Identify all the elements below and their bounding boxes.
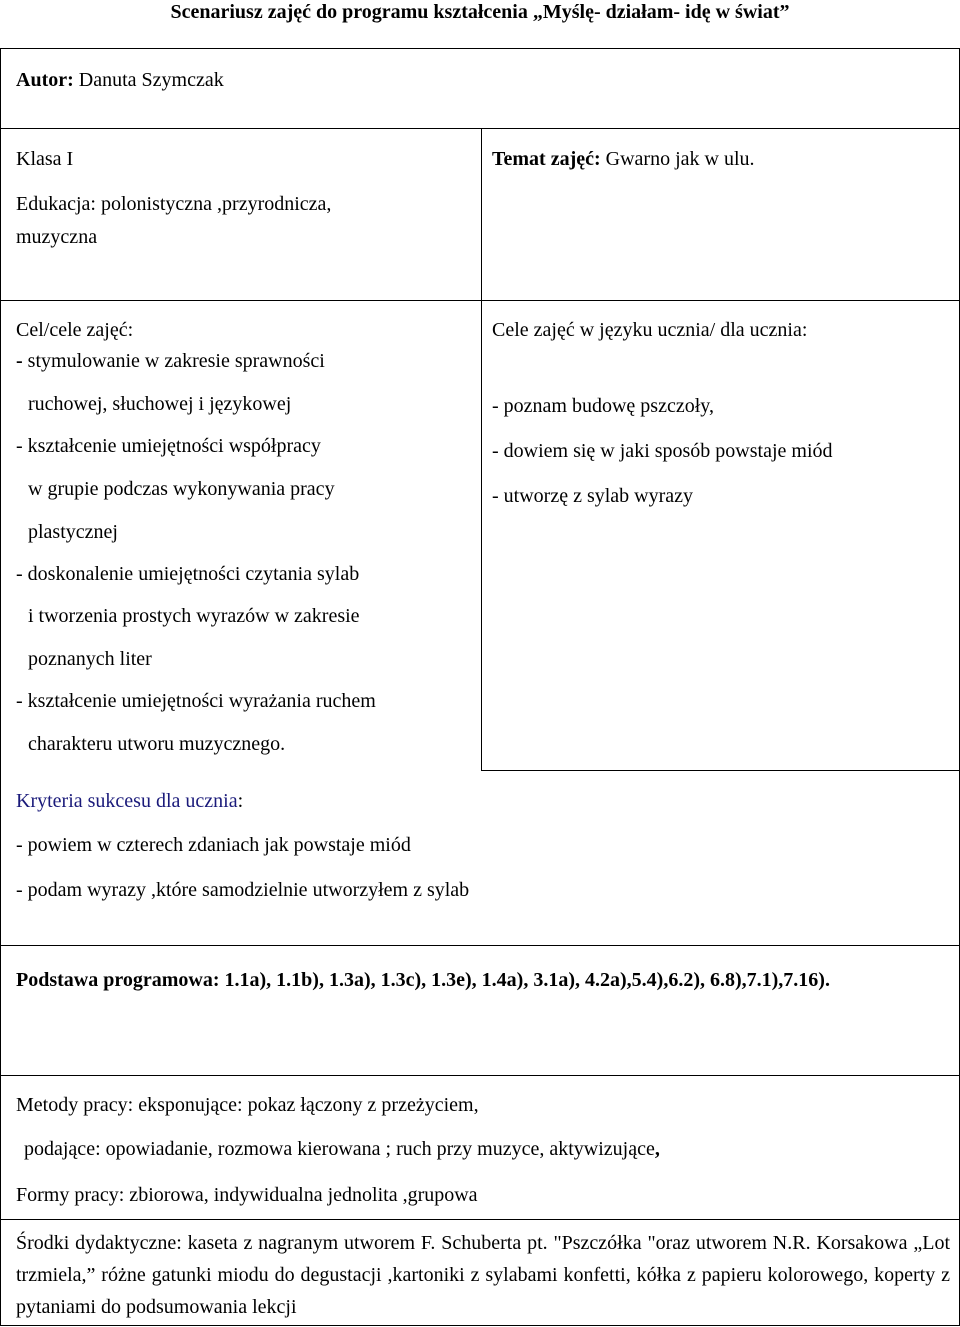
methods-line-2 bbox=[24, 1137, 660, 1161]
table-border bbox=[0, 48, 1, 1326]
topic-label: Temat zajęć: bbox=[492, 148, 601, 170]
education-line-2: muzyczna bbox=[16, 226, 98, 248]
student-goals-heading: Cele zajęć w języku ucznia/ dla ucznia: bbox=[492, 319, 808, 341]
criteria-heading: Kryteria sukcesu dla ucznia bbox=[16, 790, 238, 812]
goal-line: plastycznej bbox=[28, 521, 118, 543]
table-border bbox=[0, 1325, 960, 1326]
methods-line-2-end: , bbox=[654, 1138, 660, 1160]
methods-line-1: Metody pracy: eksponujące: pokaz łączony z przeżyciem, bbox=[16, 1094, 479, 1116]
author-label: Autor: bbox=[16, 69, 74, 91]
class-label: Klasa I bbox=[16, 148, 74, 170]
criteria-item: - powiem w czterech zdaniach jak powstaje miód bbox=[16, 834, 411, 856]
topic-line bbox=[492, 147, 755, 171]
table-border bbox=[0, 1075, 960, 1076]
table-border bbox=[481, 770, 960, 771]
education-line-1: Edukacja: polonistyczna ,przyrodnicza, bbox=[16, 193, 332, 215]
goal-line: - kształcenie umiejętności współpracy bbox=[16, 435, 321, 457]
student-goal-item: - poznam budowę pszczoły, bbox=[492, 395, 714, 417]
goal-line: - kształcenie umiejętności wyrażania ruchem bbox=[16, 690, 376, 712]
student-goal-item: - dowiem się w jaki sposób powstaje miód bbox=[492, 440, 833, 462]
criteria-item: - podam wyrazy ,które samodzielnie utworzyłem z sylab bbox=[16, 879, 470, 901]
table-border bbox=[0, 48, 960, 49]
goals-heading: Cel/cele zajęć: bbox=[16, 319, 134, 341]
topic-value: Gwarno jak w ulu. bbox=[600, 148, 755, 170]
criteria-heading-line bbox=[16, 789, 243, 813]
table-border bbox=[0, 1219, 960, 1220]
teaching-resources: Środki dydaktyczne: kaseta z nagranym utworem F. Schuberta pt. "Pszczółka "oraz utworem N.R. Korsakowa „Lot trzmiela,” różne gatunki miodu do degustacji ,kartoniki z sylabami konfetti, kółka z papieru kolorowego, koperty z pytaniami do podsumowania lekcji bbox=[16, 1232, 950, 1318]
goal-bullet: - bbox=[16, 350, 28, 372]
student-goal-item: - utworzę z sylab wyrazy bbox=[492, 485, 694, 507]
goal-line: w grupie podczas wykonywania pracy bbox=[28, 478, 335, 500]
goal-line: ruchowej, słuchowej i językowej bbox=[28, 393, 292, 415]
criteria-colon: : bbox=[237, 790, 244, 812]
goal-line: i tworzenia prostych wyrazów w zakresie bbox=[28, 605, 360, 627]
goal-line: charakteru utworu muzycznego. bbox=[28, 733, 286, 755]
methods-line-2-text: podające: opowiadanie, rozmowa kierowana ; ruch przy muzyce, aktywizujące bbox=[24, 1138, 655, 1160]
goal-line bbox=[16, 349, 325, 373]
table-border bbox=[0, 300, 960, 301]
goal-line: poznanych liter bbox=[28, 648, 152, 670]
curriculum-basis: Podstawa programowa: 1.1a), 1.1b), 1.3a), 1.3c), 1.3e), 1.4a), 3.1a), 4.2a),5.4),6.2), 6.8),7.1),7.16). bbox=[16, 969, 830, 991]
table-border bbox=[481, 128, 482, 771]
author-name: Danuta Szymczak bbox=[73, 69, 224, 91]
forms-of-work: Formy pracy: zbiorowa, indywidualna jednolita ,grupowa bbox=[16, 1184, 478, 1206]
table-border bbox=[0, 128, 960, 129]
document-title: Scenariusz zajęć do programu kształcenia „Myślę- działam- idę w świat” bbox=[170, 1, 790, 23]
table-border bbox=[0, 945, 960, 946]
goal-text: stymulowanie w zakresie sprawności bbox=[27, 350, 325, 372]
goal-line: - doskonalenie umiejętności czytania sylab bbox=[16, 563, 360, 585]
author-line bbox=[16, 68, 224, 92]
